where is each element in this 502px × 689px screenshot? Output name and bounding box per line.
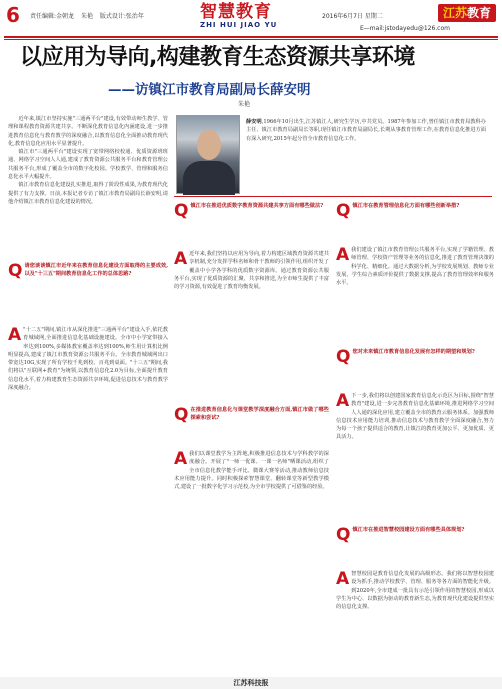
editor-credit: 责任编辑:金朝龙 <box>30 13 75 20</box>
section-logo-en: ZHI HUI JIAO YU <box>200 21 278 29</box>
question-text: 镇江市在推进优质数字教育资源共建共享方面有哪些做法? <box>190 203 324 209</box>
article-intro <box>8 115 168 257</box>
question-text: 镇江市在推进智慧校园建设方面有哪些具体规划? <box>352 527 465 533</box>
contact-email: E—mail:jstodayedu@126.com <box>360 25 450 32</box>
editorial-credits <box>30 11 149 20</box>
answer-mark-a: A <box>174 250 188 269</box>
answer-mark-a: A <box>336 392 350 411</box>
question-text: 请您谈谈镇江市近年来在教育信息化建设方面取得的主要成效,以及"十三五"期间教育信息化工作的总体思路? <box>24 263 168 278</box>
intro-paragraph: 镇江市"三通两平台"建设实现了宽带网络校校通、优质资源班班通、网络学习空间人人通,建成了教育资源公共服务平台和教育管理公共服务平台,形成了覆盖全市的数字化校园。学校教学、管理和服务信息化水平大幅提升。 <box>8 149 168 181</box>
answer-6 <box>336 570 494 670</box>
masthead-prefix: 江苏 <box>442 6 467 20</box>
page-header <box>0 0 502 40</box>
answer-3 <box>174 450 329 670</box>
photo-suit <box>183 161 235 195</box>
answer-mark-a: A <box>174 450 188 469</box>
bio-divider <box>174 196 492 197</box>
answer-text: 下一步,我们将以创建国家教育信息化示范区为目标,围绕"智慧教育"建设,进一步完善教育信息化基础环境,推进网络学习空间人人通的深化应用,建立覆盖全市的教育云服务体系。加强教师信息技术应用能力培训,推动信息技术与教育教学全面深度融合,努力为每一个孩子提供适合的教育,让镇江的教育更加公平、更加优质、更具活力。 <box>336 393 494 441</box>
answer-mark-a: A <box>336 570 350 589</box>
question-mark-q: Q <box>174 406 189 425</box>
question-mark-q: Q <box>8 262 23 281</box>
masthead-text: 教育 <box>467 6 492 20</box>
intro-paragraph: 镇江市教育信息化建设扎实推进,取得了阶段性成果,为教育现代化提供了有力支撑。日前,本报记者专访了镇江市教育局副局长薛安明,请他介绍镇江市教育信息化建设的情况。 <box>8 182 168 205</box>
bio-name: 薛安明 <box>246 119 262 125</box>
question-text: 镇江市在教育管理信息化方面有哪些创新举措? <box>352 203 460 209</box>
section-logo <box>200 3 280 33</box>
photo-face <box>197 130 221 160</box>
question-1 <box>8 262 168 322</box>
issue-date: 2016年6月7日 星期二 <box>322 13 383 20</box>
newspaper-masthead <box>438 4 496 22</box>
question-6 <box>336 526 494 566</box>
article-byline: 朱艳 <box>238 101 251 108</box>
question-mark-q: Q <box>174 202 189 221</box>
answer-4 <box>336 246 494 342</box>
question-5 <box>336 348 494 388</box>
answer-1 <box>8 326 168 670</box>
answer-2 <box>174 250 329 400</box>
question-mark-q: Q <box>336 202 351 221</box>
section-logo-cn: 智慧教育 <box>200 2 272 22</box>
answer-text: "十二五"期间,镇江市从深化推进"三通两平台"建设入手,依托教育城域网,全面推进信息化基础设施建设。全市中小学宽带接入率达到100%,多媒体教室覆盖率达到100%,师生用计算机比例明显提高,建成了镇江市教育资源公共服务平台。全市教育城域网出口带宽达10G,实现了所有学校千兆到校、百兆到桌面。"十三五"期间,我们将以"互联网+教育"为统领,以教育信息化2.0为目标,全面提升教育信息化水平,着力构建教育生态资源共享环境,促进信息技术与教育教学深度融合。 <box>8 327 168 392</box>
answer-text: 近年来,我们坚持以应用为导向,着力构建区域教育资源共建共享机制,充分发挥学科名师和骨干教师的引领作用,组织开发了覆盖中小学各学科的优质数字资源库。通过教育资源公共服务平台,实现了优质资源的汇聚、共享和推送,为全市师生提供了丰富的学习资源,有效促进了教育均衡发展。 <box>174 251 329 291</box>
answer-text: 我们以课堂教学为主阵地,积极推进信息技术与学科教学的深度融合。开展了"一师一优课、一课一名师"晒课活动,组织了全市信息化教学能手评比、微课大赛等活动,推动教师信息技术应用能力提升。同时积极探索智慧课堂、翻转课堂等新型教学模式,建设了一批数字化学习示范校,为全市学校提供了可借鉴的经验。 <box>174 451 329 491</box>
interviewee-photo <box>176 115 240 194</box>
question-mark-q: Q <box>336 526 351 545</box>
question-4 <box>336 202 494 242</box>
answer-5 <box>336 392 494 520</box>
bio-text: ,1966年10月出生,江苏镇江人,研究生学历,中共党员。1987年参加工作,曾任镇江市教育局教科办主任、镇江市教育局副局长等职,现任镇江市教育局副局长,长期从事教育管理工作,在教育信息化推进方面有深入研究,2015年起分管全市教育信息化工作。 <box>246 119 486 142</box>
answer-text: 我们建设了镇江市教育管理公共服务平台,实现了学籍管理、教师管理、学校资产管理等业务的信息化,推进了教育管理决策的科学化、精细化。通过大数据分析,为学校发展规划、教师专业发展、学生综合素质评价提供了数据支撑,提高了教育管理效率和服务水平。 <box>336 247 494 287</box>
answer-mark-a: A <box>8 326 22 345</box>
question-mark-q: Q <box>336 348 351 367</box>
article-subhead: ——访镇江市教育局副局长薛安明 <box>108 82 311 98</box>
footer-publication: 江苏科技报 <box>233 679 269 687</box>
page-number: 6 <box>6 3 20 27</box>
answer-text: 智慧校园是教育信息化发展的高级形态。我们将以智慧校园建设为抓手,推动学校教学、管理、服务等各方面的智能化升级。到2020年,全市建成一批具有示范引领作用的智慧校园,形成以学生为中心、以数据为驱动的教育新生态,为教育现代化建设提供坚实的信息化支撑。 <box>336 571 494 611</box>
article-headline: 以应用为导向,构建教育生态资源共享环境 <box>20 45 415 70</box>
question-text: 您对未来镇江市教育信息化发展有怎样的期望和规划? <box>352 349 475 355</box>
question-3 <box>174 406 329 446</box>
artist-credit: 朱艳 <box>80 13 93 20</box>
header-divider <box>4 36 498 38</box>
interviewee-bio <box>246 118 486 143</box>
intro-paragraph: 近年来,镇江市坚持实施"三通两平台"建设,有效带动师生教学、管理和课程教育资源共建共享。不断深化教育信息化内涵建设,进一步推进教育信息化与教育教学的深度融合,以教育信息化全面推动教育现代化,教育信息化应用水平显著提升。 <box>8 116 168 147</box>
question-2 <box>174 202 329 246</box>
answer-mark-a: A <box>336 246 350 265</box>
designer-credit: 版式设计:张治年 <box>99 13 144 20</box>
question-text: 在推进教育信息化与课堂教学深度融合方面,镇江市做了哪些探索和尝试? <box>190 407 329 422</box>
